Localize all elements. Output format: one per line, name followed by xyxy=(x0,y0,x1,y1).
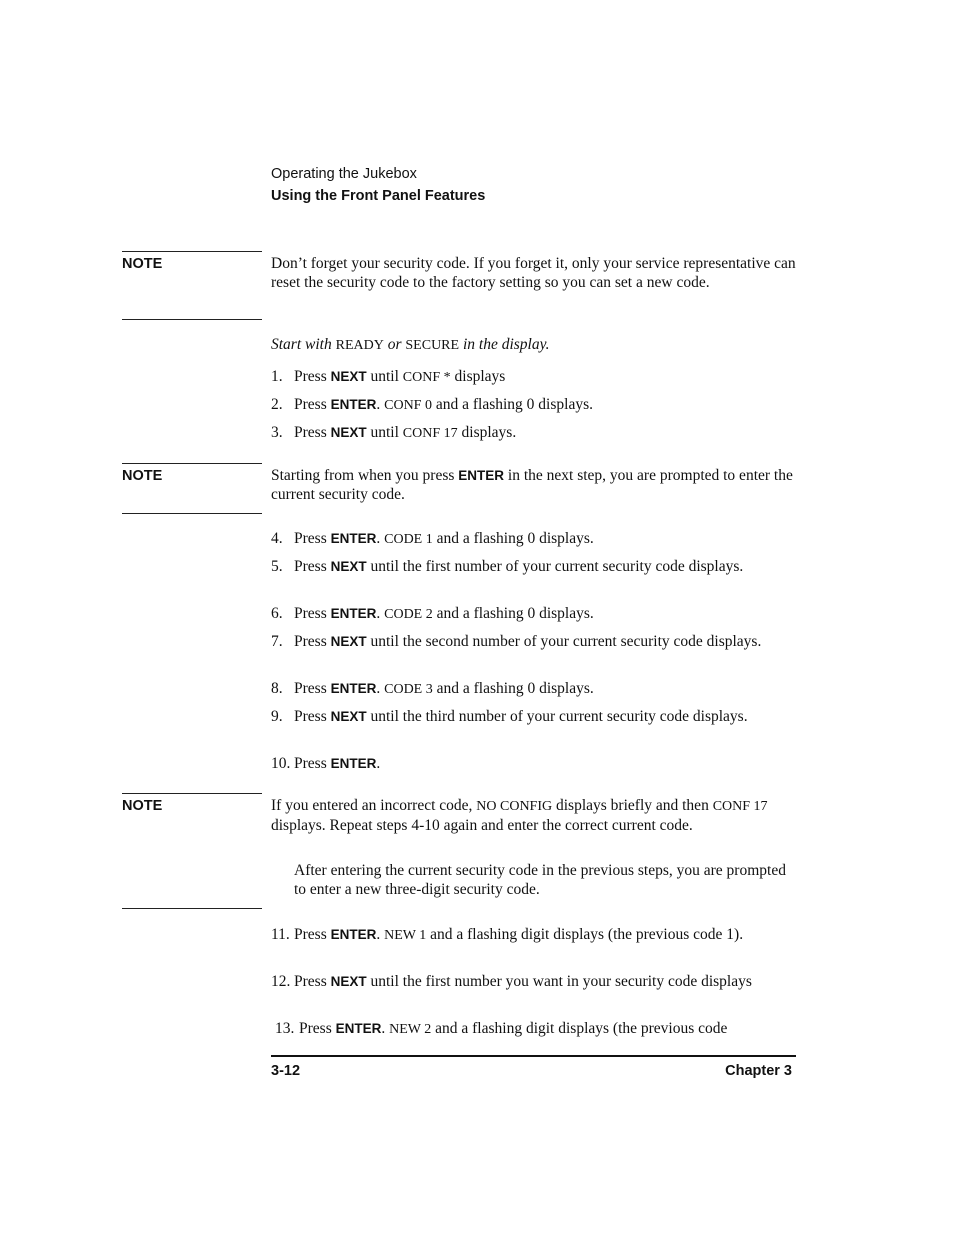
footer-rule xyxy=(271,1055,796,1057)
note-rule-top xyxy=(122,793,262,794)
note-rule-top xyxy=(122,463,262,464)
note-label: NOTE xyxy=(122,468,163,484)
note-rule-top xyxy=(122,251,262,252)
running-header-subsection: Using the Front Panel Features xyxy=(271,188,486,204)
note-text: Starting from when you press ENTER in the next step, you are prompted to enter the current security code. xyxy=(271,467,793,503)
note-text-continued: After entering the current security code in the previous steps, you are prompted to enter a new three-digit security code. xyxy=(294,862,786,898)
note-text: If you entered an incorrect code, NO CONFIG displays briefly and then CONF 17 displays. Repeat steps 4-10 again and enter the correct current code. xyxy=(271,797,768,834)
page-number: 3-12 xyxy=(271,1063,301,1079)
running-header-section: Operating the Jukebox xyxy=(271,166,417,182)
note-text: Don’t forget your security code. If you forget it, only your service representative can reset the security code to the factory setting so you can set a new code. xyxy=(271,255,796,291)
note-rule-bottom xyxy=(122,319,262,320)
chapter-label: Chapter 3 xyxy=(725,1063,792,1079)
note-label: NOTE xyxy=(122,256,163,272)
note-rule-bottom xyxy=(122,908,262,909)
procedure-intro: Start with READY or SECURE in the display. xyxy=(271,336,550,353)
note-label: NOTE xyxy=(122,798,163,814)
note-rule-bottom xyxy=(122,513,262,514)
